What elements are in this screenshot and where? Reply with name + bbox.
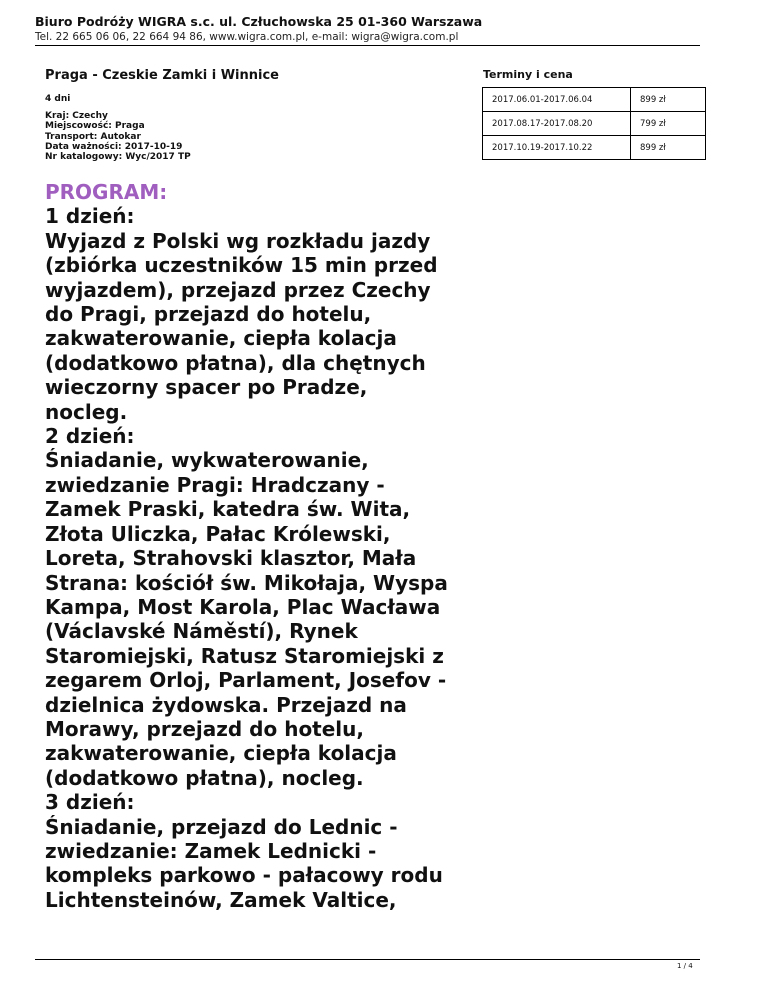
program-line: Morawy, przejazd do hotelu, xyxy=(45,716,364,741)
program-line: (dodatkowo płatna), nocleg. xyxy=(45,765,364,790)
table-row xyxy=(483,136,706,160)
page-number: 1 / 4 xyxy=(677,962,693,970)
program-line: Strana: kościół św. Mikołaja, Wyspa xyxy=(45,570,448,595)
program-line: Śniadanie, przejazd do Lednic - xyxy=(45,814,398,839)
trip-details xyxy=(45,111,191,162)
page-header xyxy=(35,14,700,44)
trip-detail-transport: Transport: Autokar xyxy=(45,131,141,142)
term-dates: 2017.10.19-2017.10.22 xyxy=(483,136,631,160)
program-line: Zamek Praski, katedra św. Wita, xyxy=(45,497,411,522)
trip-detail-valid-until: Data ważności: 2017-10-19 xyxy=(45,141,183,152)
term-dates: 2017.06.01-2017.06.04 xyxy=(483,88,631,112)
program-section xyxy=(45,180,485,912)
program-line: (dodatkowo płatna), dla chętnych xyxy=(45,350,426,375)
trip-detail-catalog-number: Nr katalogowy: Wyc/2017 TP xyxy=(45,152,191,163)
program-line: Złota Uliczka, Pałac Królewski, xyxy=(45,521,391,546)
program-line: (zbiórka uczestników 15 min przed xyxy=(45,253,438,278)
program-text xyxy=(45,204,485,912)
program-line: 1 dzień: xyxy=(45,204,135,229)
program-line: nocleg. xyxy=(45,399,128,424)
trip-duration: 4 dni xyxy=(45,94,71,104)
program-line: Staromiejski, Ratusz Staromiejski z xyxy=(45,643,444,668)
footer-divider xyxy=(35,959,700,960)
header-divider xyxy=(35,45,700,46)
program-line: Kampa, Most Karola, Plac Wacława xyxy=(45,594,441,619)
program-line: zwiedzanie: Zamek Lednicki - xyxy=(45,838,377,863)
program-line: zakwaterowanie, ciepła kolacja xyxy=(45,741,397,766)
trip-detail-country: Kraj: Czechy xyxy=(45,111,108,121)
term-dates: 2017.08.17-2017.08.20 xyxy=(483,112,631,136)
agency-name: Biuro Podróży WIGRA s.c. ul. Człuchowska 25 01-360 Warszawa xyxy=(35,14,483,29)
prices-title: Terminy i cena xyxy=(483,68,573,81)
program-line: 2 dzień: xyxy=(45,424,135,449)
term-price: 899 zł xyxy=(631,88,706,112)
table-row xyxy=(483,88,706,112)
program-line: Lichtensteinów, Zamek Valtice, xyxy=(45,887,397,912)
agency-contact: Tel. 22 665 06 06, 22 664 94 86, www.wigra.com.pl, e-mail: wigra@wigra.com.pl xyxy=(35,31,459,43)
program-line: 3 dzień: xyxy=(45,790,135,815)
program-line: Śniadanie, wykwaterowanie, xyxy=(45,448,369,473)
term-price: 899 zł xyxy=(631,136,706,160)
program-line: wieczorny spacer po Pradze, xyxy=(45,375,368,400)
prices-table xyxy=(482,87,706,160)
program-line: zegarem Orloj, Parlament, Josefov - xyxy=(45,668,447,693)
program-line: dzielnica żydowska. Przejazd na xyxy=(45,692,407,717)
program-line: Wyjazd z Polski wg rozkładu jazdy xyxy=(45,228,431,253)
program-line: zakwaterowanie, ciepła kolacja xyxy=(45,326,397,351)
program-line: kompleks parkowo - pałacowy rodu xyxy=(45,863,443,888)
program-line: (Václavské Náměstí), Rynek xyxy=(45,619,358,644)
trip-detail-city: Miejscowość: Praga xyxy=(45,121,145,132)
program-line: wyjazdem), przejazd przez Czechy xyxy=(45,277,431,302)
table-row xyxy=(483,112,706,136)
program-line: zwiedzanie Pragi: Hradczany - xyxy=(45,472,385,497)
program-heading: PROGRAM: xyxy=(45,180,168,204)
program-line: do Pragi, przejazd do hotelu, xyxy=(45,302,372,327)
trip-title: Praga - Czeskie Zamki i Winnice xyxy=(45,68,279,83)
term-price: 799 zł xyxy=(631,112,706,136)
program-line: Loreta, Strahovski klasztor, Mała xyxy=(45,546,417,571)
